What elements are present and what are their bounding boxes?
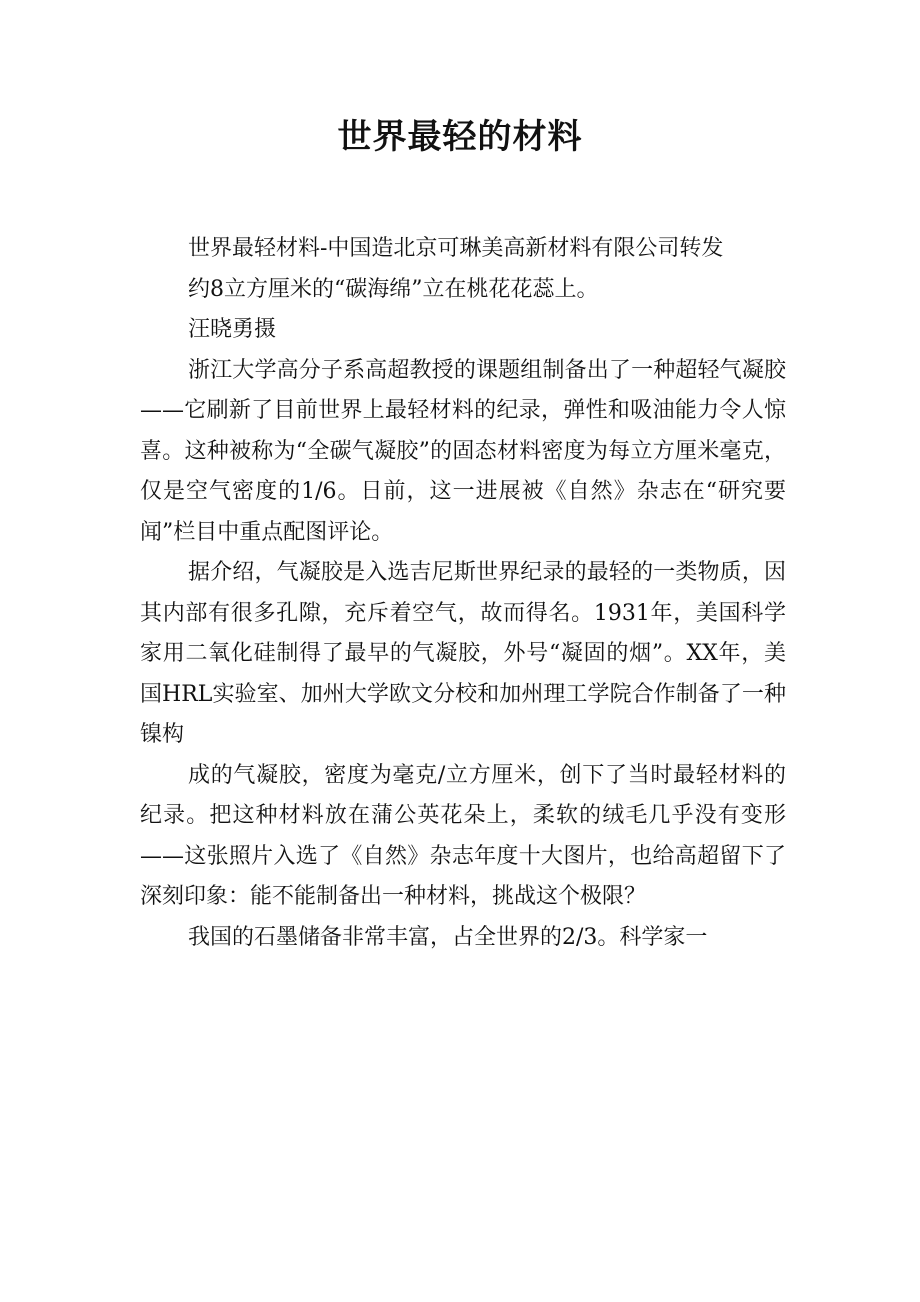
paragraph-photo-credit: 汪晓勇摄 (188, 317, 277, 342)
paragraph-source: 世界最轻材料-中国造北京可琳美高新材料有限公司转发 (188, 236, 724, 261)
paragraph-nickel-aerogel: 成的气凝胶，密度为毫克/立方厘米，创下了当时最轻材料的纪录。把这种材料放在蒲公英花朵上，柔软的绒毛几乎没有变形——这张照片入选了《自然》杂志年度十大图片，也给高超留下了深刻印象：能不能制备出一种材料，挑战这个极限？ (140, 762, 786, 909)
paragraph-history: 据介绍，气凝胶是入选吉尼斯世界纪录的最轻的一类物质，因其内部有很多孔隙，充斥着空气，故而得名。1931年，美国科学家用二氧化硅制得了最早的气凝胶，外号“凝固的烟”。XX年，美国HRL实验室、加州大学欧文分校和加州理工学院合作制备了一种镍构 (140, 560, 786, 747)
paragraph-intro: 浙江大学高分子系高超教授的课题组制备出了一种超轻气凝胶——它刷新了目前世界上最轻材料的纪录，弹性和吸油能力令人惊喜。这种被称为“全碳气凝胶”的固态材料密度为每立方厘米毫克，仅是空气密度的1/6。日前，这一进展被《自然》杂志在“研究要闻”栏目中重点配图评论。 (140, 357, 786, 545)
document-body (140, 229, 786, 958)
document-title: 世界最轻的材料 (337, 117, 583, 157)
paragraph-photo-caption: 约8立方厘米的“碳海绵”立在桃花花蕊上。 (188, 276, 599, 302)
paragraph-graphite: 我国的石墨储备非常丰富，占全世界的2/3。科学家一 (188, 924, 708, 950)
